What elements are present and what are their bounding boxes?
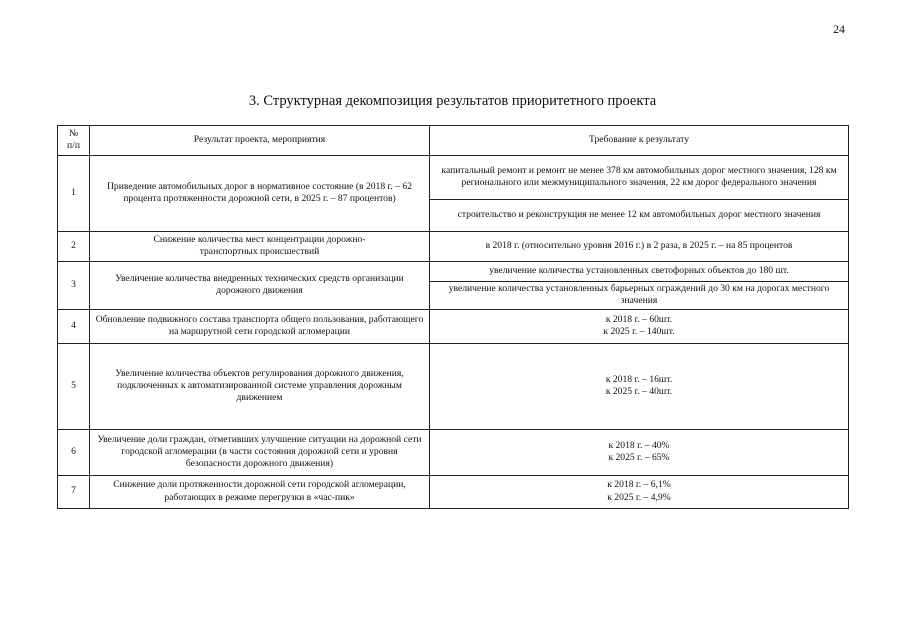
row-requirement: увеличение количества установленных светофорных объектов до 180 шт.	[430, 261, 849, 281]
row-number: 4	[58, 309, 90, 343]
value-2018: к 2018 г. – 60шт.	[605, 313, 673, 325]
row-result: Увеличение количества внедренных технических средств организации дорожного движения	[90, 261, 430, 309]
table-row	[58, 231, 849, 261]
row-values	[430, 343, 849, 429]
table-row	[58, 475, 849, 508]
row-result: Обновление подвижного состава транспорта общего пользования, работающего на маршрутной сети городской агломерации	[90, 309, 430, 343]
header-requirement: Требование к результату	[430, 126, 849, 156]
header-number	[58, 126, 90, 156]
value-2025: к 2025 г. – 4,9%	[607, 491, 671, 503]
value-2025: к 2025 г. – 140шт.	[603, 326, 675, 338]
row-number: 5	[58, 343, 90, 429]
value-2018: к 2018 г. – 6,1%	[607, 479, 671, 491]
row-requirement: увеличение количества установленных барьерных ограждений до 30 км на дорогах местного значения	[430, 281, 849, 309]
table-row	[58, 429, 849, 475]
page-number: 24	[833, 22, 845, 36]
table-row	[58, 343, 849, 429]
row-result: Снижение количества мест концентрации дорожно-транспортных происшествий	[90, 231, 430, 261]
results-table	[57, 125, 849, 509]
row-requirement: строительство и реконструкция не менее 12 км автомобильных дорог местного значения	[430, 199, 849, 231]
header-result: Результат проекта, мероприятия	[90, 126, 430, 156]
header-number-line2: п/п	[67, 140, 80, 152]
table-header-row	[58, 126, 849, 156]
value-2018: к 2018 г. – 40%	[608, 439, 670, 451]
row-values	[430, 309, 849, 343]
row-number: 6	[58, 429, 90, 475]
row-number: 2	[58, 231, 90, 261]
value-2025: к 2025 г. – 40шт.	[605, 386, 673, 398]
table-row	[58, 155, 849, 199]
row-requirement: в 2018 г. (относительно уровня 2016 г.) в 2 раза, в 2025 г. – на 85 процентов	[430, 231, 849, 261]
table-row	[58, 309, 849, 343]
value-2025: к 2025 г. – 65%	[608, 452, 670, 464]
row-requirement: капитальный ремонт и ремонт не менее 378 км автомобильных дорог местного значения, 128 км регионального или межмуниципального значения, 22 км дорог федерального значения	[430, 155, 849, 199]
page-title: 3. Структурная декомпозиция результатов приоритетного проекта	[248, 93, 657, 109]
row-values	[430, 429, 849, 475]
row-number: 3	[58, 261, 90, 309]
row-result: Приведение автомобильных дорог в нормативное состояние (в 2018 г. – 62 процента протяженности дорожной сети, в 2025 г. – 87 процентов)	[90, 155, 430, 231]
row-number: 1	[58, 155, 90, 231]
value-2018: к 2018 г. – 16шт.	[605, 373, 673, 385]
header-number-line1: №	[68, 128, 79, 139]
table-row	[58, 261, 849, 281]
row-result: Увеличение количества объектов регулирования дорожного движения, подключенных к автоматизированной системе управления дорожным движением	[90, 343, 430, 429]
row-result: Снижение доли протяженности дорожной сети городской агломерации, работающих в режиме перегрузки в «час-пик»	[90, 475, 430, 508]
row-number: 7	[58, 475, 90, 508]
row-result: Увеличение доли граждан, отметивших улучшение ситуации на дорожной сети городской агломерации (в части состояния дорожной сети и уровня безопасности дорожного движения)	[90, 429, 430, 475]
row-values	[430, 475, 849, 508]
